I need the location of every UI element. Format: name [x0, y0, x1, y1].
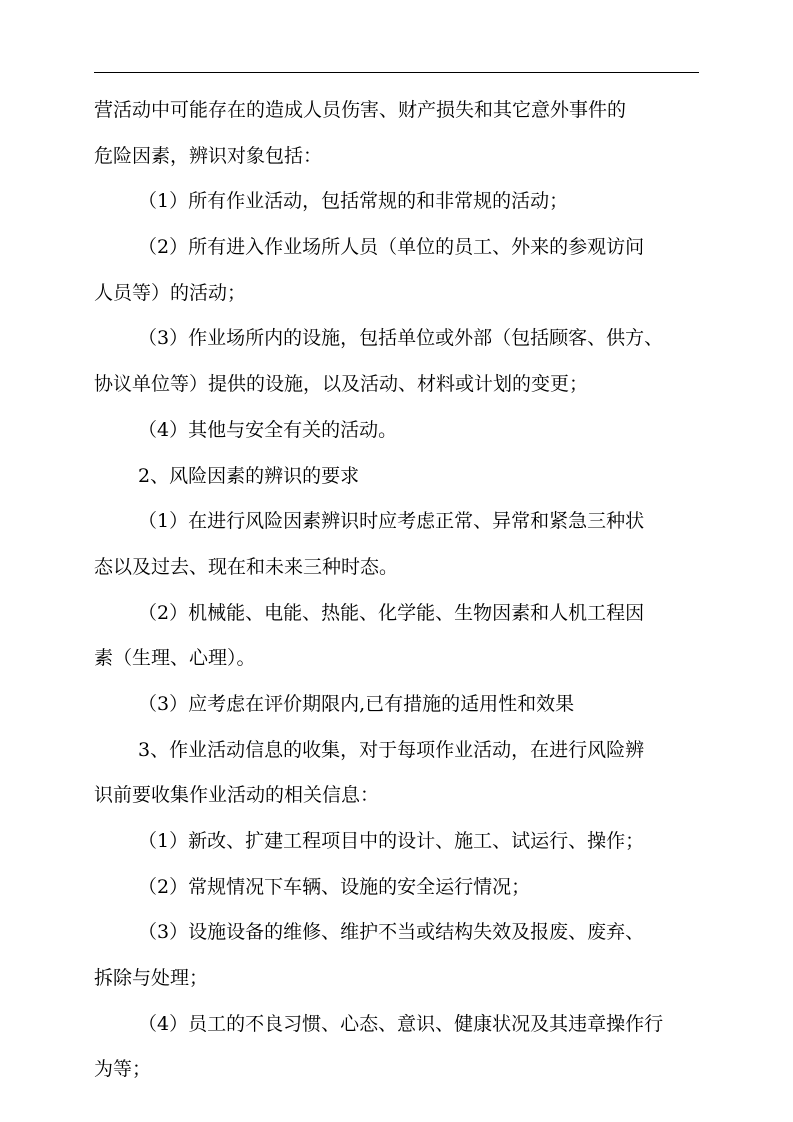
section-heading: 2、风险因素的辨识的要求	[138, 464, 360, 487]
text-line: 危险因素，辨识对象包括：	[94, 144, 323, 167]
section-heading: 3、作业活动信息的收集，对于每项作业活动，在进行风险辨	[138, 738, 645, 761]
text-line: 协议单位等）提供的设施，以及活动、材料或计划的变更；	[94, 373, 589, 396]
text-line: 为等；	[94, 1058, 152, 1081]
list-item: （3）设施设备的维修、维护不当或结构失效及报废、废弃、	[138, 921, 645, 944]
list-item: （4）员工的不良习惯、心态、意识、健康状况及其违章操作行	[138, 1012, 664, 1035]
list-item: （3）作业场所内的设施，包括单位或外部（包括顾客、供方、	[138, 327, 664, 350]
list-item: （1）所有作业活动，包括常规的和非常规的活动；	[138, 190, 569, 213]
text-line: 态以及过去、现在和未来三种时态。	[94, 555, 399, 578]
text-line: 人员等）的活动；	[94, 281, 247, 304]
header-rule	[94, 72, 699, 73]
text-line: 识前要收集作业活动的相关信息：	[94, 784, 380, 807]
text-line: 素（生理、心理）。	[94, 647, 256, 670]
list-item: （4）其他与安全有关的活动。	[138, 418, 398, 441]
document-body	[94, 88, 704, 1093]
text-line: 拆除与处理；	[94, 967, 209, 990]
list-item: （1）新改、扩建工程项目中的设计、施工、试运行、操作；	[138, 830, 645, 852]
list-item: （2）机械能、电能、热能、化学能、生物因素和人机工程因	[138, 601, 645, 624]
list-item: （1）在进行风险因素辨识时应考虑正常、异常和紧急三种状	[138, 510, 645, 533]
list-item: （3）应考虑在评价期限内,已有措施的适用性和效果	[138, 692, 575, 715]
list-item: （2）所有进入作业场所人员（单位的员工、外来的参观访问	[138, 236, 645, 259]
list-item: （2）常规情况下车辆、设施的安全运行情况；	[138, 875, 531, 898]
text-line: 营活动中可能存在的造成人员伤害、财产损失和其它意外事件的	[94, 99, 627, 121]
